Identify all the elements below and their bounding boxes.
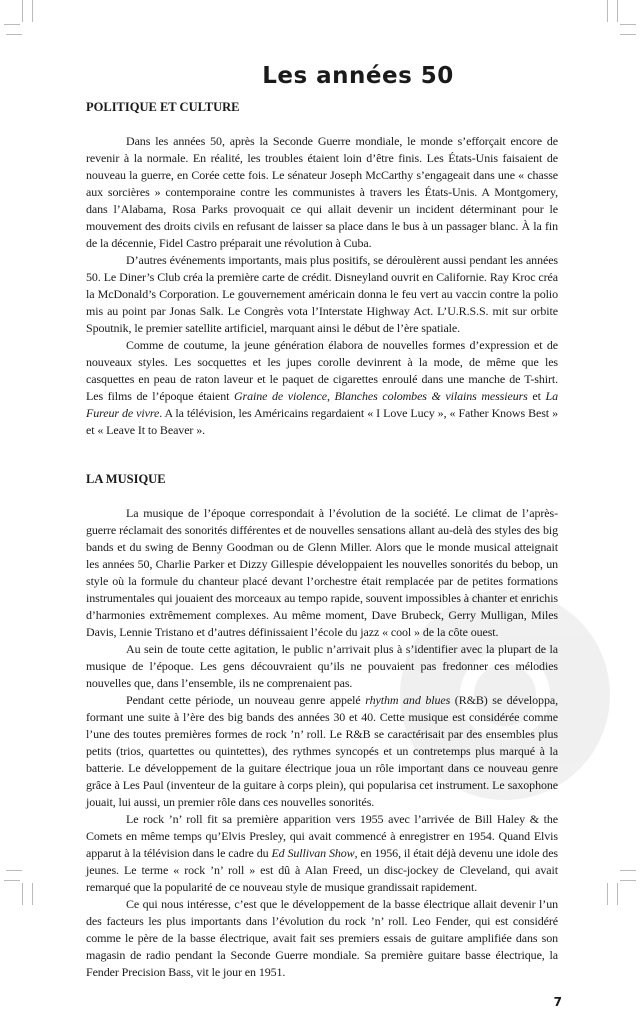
crop-mark (4, 24, 20, 25)
crop-mark (620, 24, 636, 25)
crop-mark (32, 0, 33, 22)
crop-mark (6, 870, 22, 871)
crop-mark (620, 34, 636, 35)
crop-mark (620, 880, 636, 881)
page-content (86, 0, 562, 1029)
text: (R&B) se développa, formant une suite à l’ère des big bands des années 30 et 40. Cette musique est considérée comme l’une des toutes premières formes de rock ’n’ roll. Le R&B se caractérisait par des ensembles plus petits (trios, quartettes ou quintettes), des rythmes syncopés et un contretemps plus marqué à la batterie. Le développement de la guitare électrique joua un rôle important dans ce nouveau genre grâce à Les Paul (inventeur de la guitare à corps plein), qui popularisa cet instrument. Le saxophone jouait, lui aussi, un premier rôle dans ces nouvelles sonorités. (86, 693, 558, 809)
text: Le rock ’n’ roll fit sa première apparition vers 1955 avec l’arrivée de Bill Haley & the Comets en même temps qu’Elvis Presley, qui avait commencé à enregistrer en 1954. Quand Elvis apparut à la télévision dans le cadre du (86, 812, 558, 860)
paragraph: La musique de l’époque correspondait à l’évolution de la société. Le climat de l’après-guerre réclamait des sonorités différentes et de nouvelles sensations allant au-delà des styles des big bands et du swing de Benny Goodman ou de Glenn Miller. Alors que le monde musical atteignait les années 50, Charlie Parker et Dizzy Gillespie développaient les nouvelles sonorités du bebop, un style où la formule du chanteur placé devant l’orchestre était remplacée par de petites formations instrumentales qui jouaient des morceaux au tempo rapide, souvent impossibles à chanter et enrichis d’harmonies extrêmement complexes. Au même moment, Dave Brubeck, Gerry Mulligan, Miles Davis, Lennie Tristano et d’autres définissaient l’école du jazz « cool » de la côte ouest. (86, 506, 558, 639)
paragraph (86, 692, 558, 811)
page-number: 7 (553, 995, 562, 1009)
text: Comme de coutume, la jeune génération élabora de nouvelles formes d’expression et de nouveaux styles. Les socquettes et les jupes corolle devinrent à la mode, de même que les casquettes en peau de raton laveur et le paquet de cigarettes enroulé dans une manche de T-shirt. Les films de l’époque étaient (86, 338, 558, 403)
text: , (326, 389, 335, 403)
text: , en 1956, il était déjà devenu une idole des jeunes. Le terme « rock ’n’ roll » est dû à Alan Freed, un disc-jockey de Cleveland, qui avait remarqué que la popularité de ce nouveau style de musique grandissait rapidement. (86, 846, 558, 894)
paragraph: Ce qui nous intéresse, c’est que le développement de la basse électrique allait devenir l’un des facteurs les plus importants dans l’évolution du rock ’n’ roll. Leo Fender, qui est considéré comme le père de la basse électrique, avait fait ses premiers essais de guitare amplifiée dans son magasin de radio pendant la Seconde Guerre mondiale. Sa première guitare basse électrique, la Fender Precision Bass, vit le jour en 1951. (86, 897, 558, 979)
page-title: Les années 50 (262, 63, 454, 89)
text: et (527, 389, 546, 403)
film-title: La Fureur de vivre (86, 389, 558, 420)
crop-mark (620, 870, 636, 871)
crop-mark (32, 883, 33, 905)
crop-mark (22, 883, 23, 905)
crop-mark (22, 0, 23, 22)
crop-mark (607, 883, 608, 905)
genre-term: rhythm and blues (365, 693, 451, 707)
film-title: Blanches colombes & vilains messieurs (334, 389, 528, 403)
section-heading: POLITIQUE ET CULTURE (86, 100, 240, 114)
crop-mark (617, 0, 618, 22)
text: . A la télévision, les Américains regardaient « I Love Lucy », « Father Knows Best » et « Leave It to Beaver ». (86, 406, 558, 437)
film-title: Graine de violence (233, 389, 327, 403)
paragraph (86, 811, 558, 896)
paragraph: Au sein de toute cette agitation, le public n’arrivait plus à s’identifier avec la plupart de la musique de l’époque. Les gens découvraient qu’ils ne pouvaient pas fredonner ces mélodies nouvelles que, dans l’ensemble, ils ne comprenaient pas. (86, 642, 558, 690)
section-heading: LA MUSIQUE (86, 472, 166, 486)
paragraph: D’autres événements importants, mais plus positifs, se déroulèrent aussi pendant les années 50. Le Diner’s Club créa la première carte de crédit. Disneyland ouvrit en Californie. Ray Kroc créa la McDonald’s Corporation. Le gouvernement américain donna le feu vert au vaccin contre la polio mis au point par Jonas Salk. Le Congrès vota l’Interstate Highway Act. L’U.R.S.S. mit sur orbite Spoutnik, le premier satellite artificiel, marquant ainsi le début de l’ère spatiale. (86, 253, 558, 335)
crop-mark (607, 0, 608, 22)
crop-mark (617, 883, 618, 905)
show-title: Ed Sullivan Show (271, 846, 355, 860)
text: Pendant cette période, un nouveau genre appelé (126, 693, 366, 707)
paragraph (86, 337, 558, 439)
crop-mark (4, 880, 20, 881)
crop-mark (6, 34, 22, 35)
paragraph: Dans les années 50, après la Seconde Guerre mondiale, le monde s’efforçait encore de revenir à la normale. En réalité, les troubles étaient loin d’être finis. Les États-Unis faisaient de nouveau la guerre, en Corée cette fois. Le sénateur Joseph McCarthy s’engageait dans une « chasse aux sorcières » contemporaine contre les communistes à travers les États-Unis. A Montgomery, dans l’Alabama, Rosa Parks provoquait ce qui allait devenir un incident déterminant pour le mouvement des droits civils en refusant de laisser sa place dans le bus à un passager blanc. À la fin de la décennie, Fidel Castro préparait une révolution à Cuba. (86, 134, 558, 250)
